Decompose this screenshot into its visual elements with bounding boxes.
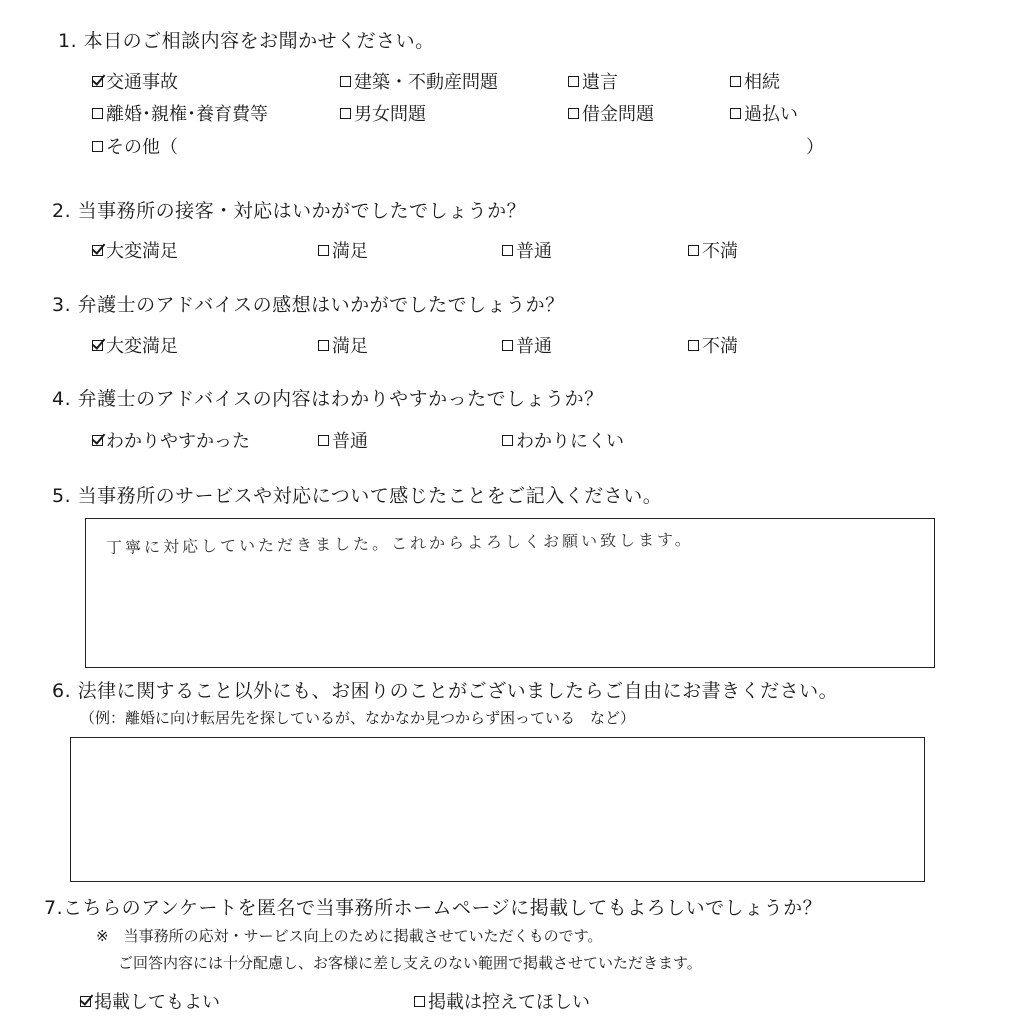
q7-option-publish-ok[interactable]: 掲載してもよい bbox=[80, 988, 220, 1014]
q7-option-publish-no[interactable]: 掲載は控えてほしい bbox=[414, 988, 590, 1014]
q4-option-normal[interactable]: 普通 bbox=[318, 427, 368, 453]
checkbox[interactable] bbox=[92, 340, 103, 351]
q6-example: （例：離婚に向け転居先を探しているが、なかなか見つからず困っている など） bbox=[80, 709, 636, 727]
question-5-title: 5. 当事務所のサービスや対応について感じたことをご記入ください。 bbox=[52, 485, 663, 507]
q7-note-1: ※ 当事務所の応対・サービス向上のために掲載させていただくものです。 bbox=[96, 927, 603, 945]
question-6-title: 6. 法律に関すること以外にも、お困りのことがございましたらご自由にお書きください。 bbox=[52, 680, 839, 702]
checkbox[interactable] bbox=[318, 340, 329, 351]
checkbox[interactable] bbox=[92, 76, 103, 87]
q1-option-divorce[interactable]: 離婚･親権･養育費等 bbox=[92, 100, 268, 126]
checkbox[interactable] bbox=[688, 245, 699, 256]
q2-option-normal[interactable]: 普通 bbox=[502, 237, 552, 263]
checkbox[interactable] bbox=[568, 76, 579, 87]
q6-answer-box[interactable] bbox=[70, 737, 925, 882]
checkbox[interactable] bbox=[502, 340, 513, 351]
question-7-title: 7.こちらのアンケートを匿名で当事務所ホームページに掲載してもよろしいでしょうか？ bbox=[44, 897, 823, 919]
q3-option-dissatisfied[interactable]: 不満 bbox=[688, 332, 738, 358]
question-1-title: 1. 本日のご相談内容をお聞かせください。 bbox=[58, 30, 435, 52]
q1-option-relationship[interactable]: 男女問題 bbox=[340, 100, 426, 126]
checkbox[interactable] bbox=[318, 245, 329, 256]
q3-option-normal[interactable]: 普通 bbox=[502, 332, 552, 358]
checkbox[interactable] bbox=[730, 76, 741, 87]
checkbox[interactable] bbox=[92, 435, 103, 446]
checkbox[interactable] bbox=[80, 996, 91, 1007]
other-close-paren: ） bbox=[806, 137, 824, 158]
checkbox[interactable] bbox=[340, 108, 351, 119]
checkbox[interactable] bbox=[502, 245, 513, 256]
q2-option-very-satisfied[interactable]: 大変満足 bbox=[92, 237, 178, 263]
checkbox[interactable] bbox=[318, 435, 329, 446]
checkbox[interactable] bbox=[92, 141, 103, 152]
checkbox[interactable] bbox=[414, 996, 425, 1007]
q1-option-debt[interactable]: 借金問題 bbox=[568, 100, 654, 126]
checkbox[interactable] bbox=[568, 108, 579, 119]
checkbox[interactable] bbox=[92, 108, 103, 119]
q5-handwritten-answer: 丁寧に対応していただきました。これからよろしくお願い致します。 bbox=[105, 529, 694, 558]
q3-option-satisfied[interactable]: 満足 bbox=[318, 332, 368, 358]
q1-option-inheritance[interactable]: 相続 bbox=[730, 68, 780, 94]
checkbox[interactable] bbox=[730, 108, 741, 119]
q4-option-easy[interactable]: わかりやすかった bbox=[92, 427, 250, 453]
q5-answer-box[interactable] bbox=[85, 518, 935, 668]
checkbox[interactable] bbox=[688, 340, 699, 351]
checkbox[interactable] bbox=[92, 245, 103, 256]
q2-option-satisfied[interactable]: 満足 bbox=[318, 237, 368, 263]
checkbox[interactable] bbox=[502, 435, 513, 446]
q4-option-hard[interactable]: わかりにくい bbox=[502, 427, 624, 453]
q2-option-dissatisfied[interactable]: 不満 bbox=[688, 237, 738, 263]
q1-option-traffic-accident[interactable]: 交通事故 bbox=[92, 68, 178, 94]
q1-option-other[interactable]: その他（ bbox=[92, 133, 178, 159]
q3-option-very-satisfied[interactable]: 大変満足 bbox=[92, 332, 178, 358]
q1-option-will[interactable]: 遺言 bbox=[568, 68, 618, 94]
question-2-title: 2. 当事務所の接客・対応はいかがでしたでしょうか？ bbox=[52, 200, 527, 222]
q1-option-overpayment[interactable]: 過払い bbox=[730, 100, 798, 126]
q7-note-2: ご回答内容には十分配慮し、お客様に差し支えのない範囲で掲載させていただきます。 bbox=[118, 954, 702, 972]
question-4-title: 4. 弁護士のアドバイスの内容はわかりやすかったでしょうか？ bbox=[52, 388, 604, 410]
checkbox[interactable] bbox=[340, 76, 351, 87]
q1-option-construction-realestate[interactable]: 建築・不動産問題 bbox=[340, 68, 498, 94]
question-3-title: 3. 弁護士のアドバイスの感想はいかがでしたでしょうか？ bbox=[52, 294, 565, 316]
